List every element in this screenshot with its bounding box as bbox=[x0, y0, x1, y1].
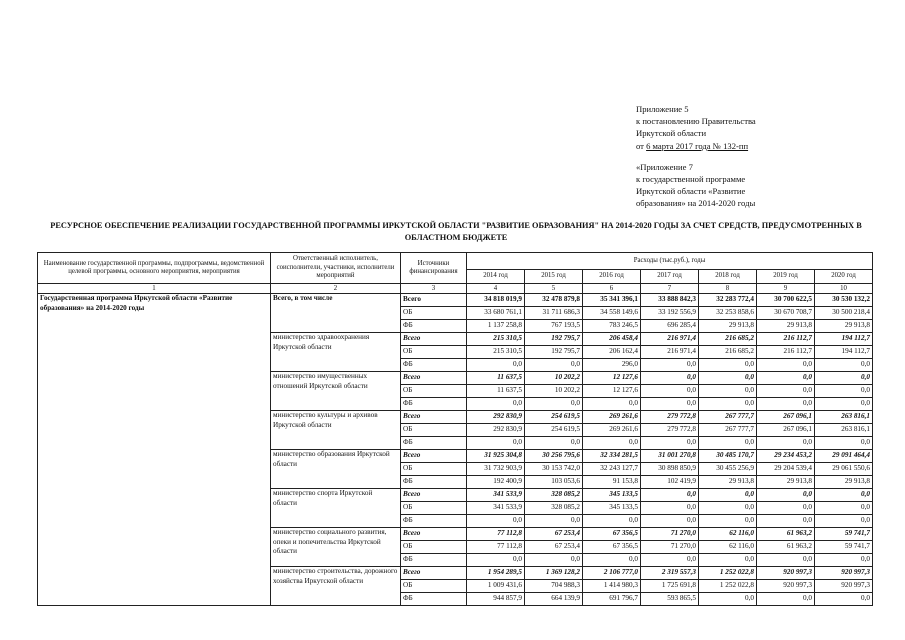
annex-line: к государственной программе bbox=[636, 174, 746, 185]
column-number: 1 bbox=[38, 284, 271, 294]
amount-cell: 0,0 bbox=[757, 398, 815, 411]
amount-cell: 0,0 bbox=[641, 489, 699, 502]
header-executor: Ответственный исполнитель, соисполнители, участники, исполнители мероприятий bbox=[271, 253, 401, 284]
amount-cell: 292 830,9 bbox=[467, 424, 525, 437]
annex-line: Приложение 5 bbox=[636, 104, 689, 114]
annex-block bbox=[636, 103, 756, 210]
amount-cell: 0,0 bbox=[699, 385, 757, 398]
funding-source-cell: ФБ bbox=[401, 359, 467, 372]
amount-cell: 263 816,1 bbox=[815, 411, 873, 424]
executor-cell: Всего, в том числе bbox=[271, 294, 401, 333]
header-year: 2017 год bbox=[641, 269, 699, 283]
amount-cell: 102 419,9 bbox=[641, 476, 699, 489]
amount-cell: 593 865,5 bbox=[641, 593, 699, 606]
funding-source-cell: ОБ bbox=[401, 346, 467, 359]
amount-cell: 0,0 bbox=[641, 554, 699, 567]
amount-cell: 267 096,1 bbox=[757, 411, 815, 424]
amount-cell: 215 310,5 bbox=[467, 333, 525, 346]
amount-cell: 328 085,2 bbox=[525, 502, 583, 515]
executor-cell: министерство спорта Иркутской области bbox=[271, 489, 401, 528]
amount-cell: 0,0 bbox=[757, 372, 815, 385]
amount-cell: 345 133,5 bbox=[583, 489, 641, 502]
amount-cell: 296,0 bbox=[583, 359, 641, 372]
header-program-name: Наименование государственной программы, подпрограммы, ведомственной целевой программы, основного мероприятия, мероприятия bbox=[38, 253, 271, 284]
amount-cell: 1 414 980,3 bbox=[583, 580, 641, 593]
amount-cell: 0,0 bbox=[525, 437, 583, 450]
header-year: 2019 год bbox=[757, 269, 815, 283]
amount-cell: 0,0 bbox=[757, 554, 815, 567]
funding-source-cell: ОБ bbox=[401, 385, 467, 398]
amount-cell: 0,0 bbox=[815, 554, 873, 567]
amount-cell: 29 913,8 bbox=[815, 320, 873, 333]
amount-cell: 31 711 686,3 bbox=[525, 307, 583, 320]
header-source: Источники финансирования bbox=[401, 253, 467, 284]
column-number-row bbox=[38, 284, 873, 294]
funding-source-cell: ФБ bbox=[401, 437, 467, 450]
amount-cell: 103 053,6 bbox=[525, 476, 583, 489]
amount-cell: 704 988,3 bbox=[525, 580, 583, 593]
amount-cell: 696 285,4 bbox=[641, 320, 699, 333]
annex-line: «Приложение 7 bbox=[636, 161, 693, 172]
funding-source-cell: Всего bbox=[401, 528, 467, 541]
amount-cell: 31 732 903,9 bbox=[467, 463, 525, 476]
column-number: 2 bbox=[271, 284, 401, 294]
amount-cell: 0,0 bbox=[641, 515, 699, 528]
amount-cell: 30 256 795,6 bbox=[525, 450, 583, 463]
amount-cell: 328 085,2 bbox=[525, 489, 583, 502]
amount-cell: 12 127,6 bbox=[583, 372, 641, 385]
executor-cell: министерство здравоохранения Иркутской области bbox=[271, 333, 401, 372]
amount-cell: 77 112,8 bbox=[467, 528, 525, 541]
amount-cell: 30 500 218,4 bbox=[815, 307, 873, 320]
header-expenses: Расходы (тыс.руб.), годы bbox=[467, 253, 873, 270]
amount-cell: 0,0 bbox=[583, 437, 641, 450]
amount-cell: 29 913,8 bbox=[699, 320, 757, 333]
amount-cell: 269 261,6 bbox=[583, 411, 641, 424]
amount-cell: 61 963,2 bbox=[757, 528, 815, 541]
amount-cell: 11 637,5 bbox=[467, 372, 525, 385]
amount-cell: 194 112,7 bbox=[815, 346, 873, 359]
amount-cell: 0,0 bbox=[641, 502, 699, 515]
amount-cell: 67 253,4 bbox=[525, 541, 583, 554]
amount-cell: 341 533,9 bbox=[467, 489, 525, 502]
table-row bbox=[38, 294, 873, 307]
annex-date-prefix: от bbox=[636, 140, 647, 151]
amount-cell: 192 400,9 bbox=[467, 476, 525, 489]
amount-cell: 0,0 bbox=[815, 372, 873, 385]
amount-cell: 1 954 289,5 bbox=[467, 567, 525, 580]
amount-cell: 0,0 bbox=[815, 385, 873, 398]
amount-cell: 0,0 bbox=[757, 593, 815, 606]
funding-source-cell: Всего bbox=[401, 567, 467, 580]
amount-cell: 33 680 761,1 bbox=[467, 307, 525, 320]
annex-line: образования» на 2014-2020 годы bbox=[636, 198, 756, 209]
amount-cell: 216 971,4 bbox=[641, 333, 699, 346]
executor-cell: министерство социального развития, опеки и попечительства Иркутской области bbox=[271, 528, 401, 567]
amount-cell: 0,0 bbox=[699, 593, 757, 606]
executor-cell: министерство культуры и архивов Иркутской области bbox=[271, 411, 401, 450]
amount-cell: 35 341 396,1 bbox=[583, 294, 641, 307]
amount-cell: 254 619,5 bbox=[525, 411, 583, 424]
amount-cell: 0,0 bbox=[815, 593, 873, 606]
annex-line bbox=[636, 140, 756, 152]
amount-cell: 920 997,3 bbox=[757, 580, 815, 593]
amount-cell: 0,0 bbox=[699, 359, 757, 372]
amount-cell: 267 777,7 bbox=[699, 424, 757, 437]
amount-cell: 0,0 bbox=[467, 515, 525, 528]
amount-cell: 1 137 258,8 bbox=[467, 320, 525, 333]
funding-source-cell: Всего bbox=[401, 333, 467, 346]
amount-cell: 0,0 bbox=[641, 437, 699, 450]
executor-cell: министерство образования Иркутской области bbox=[271, 450, 401, 489]
funding-source-cell: ОБ bbox=[401, 307, 467, 320]
amount-cell: 0,0 bbox=[583, 398, 641, 411]
amount-cell: 29 913,8 bbox=[757, 320, 815, 333]
executor-cell: министерство строительства, дорожного хозяйства Иркутской области bbox=[271, 567, 401, 606]
amount-cell: 0,0 bbox=[757, 489, 815, 502]
amount-cell: 0,0 bbox=[815, 437, 873, 450]
funding-source-cell: Всего bbox=[401, 489, 467, 502]
column-number: 10 bbox=[815, 284, 873, 294]
amount-cell: 31 001 270,8 bbox=[641, 450, 699, 463]
amount-cell: 59 741,7 bbox=[815, 528, 873, 541]
amount-cell: 30 700 622,5 bbox=[757, 294, 815, 307]
amount-cell: 29 234 453,2 bbox=[757, 450, 815, 463]
amount-cell: 62 116,0 bbox=[699, 541, 757, 554]
header-year: 2016 год bbox=[583, 269, 641, 283]
amount-cell: 0,0 bbox=[525, 359, 583, 372]
amount-cell: 67 356,5 bbox=[583, 528, 641, 541]
amount-cell: 0,0 bbox=[525, 398, 583, 411]
annex-line: Иркутской области «Развитие bbox=[636, 186, 746, 197]
amount-cell: 0,0 bbox=[757, 385, 815, 398]
amount-cell: 1 252 022,8 bbox=[699, 567, 757, 580]
amount-cell: 2 319 557,3 bbox=[641, 567, 699, 580]
amount-cell: 61 963,2 bbox=[757, 541, 815, 554]
amount-cell: 10 202,2 bbox=[525, 385, 583, 398]
amount-cell: 29 061 550,6 bbox=[815, 463, 873, 476]
amount-cell: 33 888 842,3 bbox=[641, 294, 699, 307]
amount-cell: 944 857,9 bbox=[467, 593, 525, 606]
funding-source-cell: Всего bbox=[401, 411, 467, 424]
amount-cell: 32 283 772,4 bbox=[699, 294, 757, 307]
amount-cell: 29 913,8 bbox=[815, 476, 873, 489]
amount-cell: 34 818 019,9 bbox=[467, 294, 525, 307]
amount-cell: 0,0 bbox=[467, 554, 525, 567]
funding-source-cell: ФБ bbox=[401, 398, 467, 411]
amount-cell: 267 096,1 bbox=[757, 424, 815, 437]
column-number: 5 bbox=[525, 284, 583, 294]
funding-source-cell: Всего bbox=[401, 372, 467, 385]
amount-cell: 1 369 128,2 bbox=[525, 567, 583, 580]
amount-cell: 29 913,8 bbox=[757, 476, 815, 489]
amount-cell: 0,0 bbox=[815, 359, 873, 372]
amount-cell: 2 106 777,0 bbox=[583, 567, 641, 580]
amount-cell: 10 202,2 bbox=[525, 372, 583, 385]
amount-cell: 0,0 bbox=[699, 398, 757, 411]
amount-cell: 0,0 bbox=[757, 359, 815, 372]
amount-cell: 0,0 bbox=[467, 359, 525, 372]
amount-cell: 30 153 742,0 bbox=[525, 463, 583, 476]
amount-cell: 691 796,7 bbox=[583, 593, 641, 606]
amount-cell: 0,0 bbox=[815, 398, 873, 411]
amount-cell: 29 204 539,4 bbox=[757, 463, 815, 476]
amount-cell: 32 478 879,8 bbox=[525, 294, 583, 307]
amount-cell: 0,0 bbox=[757, 437, 815, 450]
header-year: 2014 год bbox=[467, 269, 525, 283]
amount-cell: 67 356,5 bbox=[583, 541, 641, 554]
amount-cell: 59 741,7 bbox=[815, 541, 873, 554]
amount-cell: 32 253 858,6 bbox=[699, 307, 757, 320]
amount-cell: 33 192 556,9 bbox=[641, 307, 699, 320]
funding-source-cell: ОБ bbox=[401, 463, 467, 476]
amount-cell: 269 261,6 bbox=[583, 424, 641, 437]
amount-cell: 279 772,8 bbox=[641, 424, 699, 437]
column-number: 6 bbox=[583, 284, 641, 294]
header-year: 2018 год bbox=[699, 269, 757, 283]
amount-cell: 0,0 bbox=[699, 515, 757, 528]
amount-cell: 216 112,7 bbox=[757, 333, 815, 346]
amount-cell: 216 112,7 bbox=[757, 346, 815, 359]
executor-cell: министерство имущественных отношений Иркутской области bbox=[271, 372, 401, 411]
amount-cell: 0,0 bbox=[525, 515, 583, 528]
amount-cell: 0,0 bbox=[815, 502, 873, 515]
resource-table bbox=[37, 252, 873, 606]
amount-cell: 920 997,3 bbox=[815, 580, 873, 593]
funding-source-cell: ФБ bbox=[401, 320, 467, 333]
header-year: 2015 год bbox=[525, 269, 583, 283]
amount-cell: 263 816,1 bbox=[815, 424, 873, 437]
amount-cell: 12 127,6 bbox=[583, 385, 641, 398]
document-title: РЕСУРСНОЕ ОБЕСПЕЧЕНИЕ РЕАЛИЗАЦИИ ГОСУДАРСТВЕННОЙ ПРОГРАММЫ ИРКУТСКОЙ ОБЛАСТИ "РАЗВИТИЕ ОБРАЗОВАНИЯ" НА 2014-2020 ГОДЫ ЗА СЧЕТ СРЕДСТВ, ПРЕДУСМОТРЕННЫХ В ОБЛАСТНОМ БЮДЖЕТЕ bbox=[50, 221, 862, 242]
amount-cell: 67 253,4 bbox=[525, 528, 583, 541]
funding-source-cell: ФБ bbox=[401, 476, 467, 489]
amount-cell: 0,0 bbox=[699, 489, 757, 502]
funding-source-cell: ОБ bbox=[401, 580, 467, 593]
funding-source-cell: Всего bbox=[401, 450, 467, 463]
amount-cell: 0,0 bbox=[641, 398, 699, 411]
amount-cell: 0,0 bbox=[641, 385, 699, 398]
amount-cell: 0,0 bbox=[525, 554, 583, 567]
amount-cell: 206 162,4 bbox=[583, 346, 641, 359]
annex-date-number: 6 марта 2017 года № 132-пп bbox=[646, 140, 749, 151]
amount-cell: 0,0 bbox=[583, 515, 641, 528]
funding-source-cell: ФБ bbox=[401, 593, 467, 606]
amount-cell: 279 772,8 bbox=[641, 411, 699, 424]
amount-cell: 254 619,5 bbox=[525, 424, 583, 437]
amount-cell: 0,0 bbox=[699, 437, 757, 450]
amount-cell: 0,0 bbox=[699, 502, 757, 515]
amount-cell: 0,0 bbox=[757, 515, 815, 528]
amount-cell: 62 116,0 bbox=[699, 528, 757, 541]
amount-cell: 0,0 bbox=[467, 437, 525, 450]
amount-cell: 783 246,5 bbox=[583, 320, 641, 333]
amount-cell: 920 997,3 bbox=[757, 567, 815, 580]
amount-cell: 664 139,9 bbox=[525, 593, 583, 606]
table-body bbox=[38, 253, 873, 606]
amount-cell: 216 685,2 bbox=[699, 346, 757, 359]
amount-cell: 30 485 170,7 bbox=[699, 450, 757, 463]
funding-source-cell: ФБ bbox=[401, 515, 467, 528]
amount-cell: 767 193,5 bbox=[525, 320, 583, 333]
amount-cell: 0,0 bbox=[583, 554, 641, 567]
column-number: 7 bbox=[641, 284, 699, 294]
amount-cell: 29 913,8 bbox=[699, 476, 757, 489]
amount-cell: 0,0 bbox=[757, 502, 815, 515]
amount-cell: 206 458,4 bbox=[583, 333, 641, 346]
amount-cell: 341 533,9 bbox=[467, 502, 525, 515]
amount-cell: 32 243 127,7 bbox=[583, 463, 641, 476]
column-number: 4 bbox=[467, 284, 525, 294]
amount-cell: 1 725 691,8 bbox=[641, 580, 699, 593]
amount-cell: 920 997,3 bbox=[815, 567, 873, 580]
amount-cell: 30 530 132,2 bbox=[815, 294, 873, 307]
amount-cell: 1 009 431,6 bbox=[467, 580, 525, 593]
amount-cell: 0,0 bbox=[699, 554, 757, 567]
amount-cell: 292 830,9 bbox=[467, 411, 525, 424]
annex-line: Иркутской области bbox=[636, 128, 707, 139]
amount-cell: 11 637,5 bbox=[467, 385, 525, 398]
annex-line: к постановлению Правительства bbox=[636, 116, 756, 127]
amount-cell: 0,0 bbox=[641, 359, 699, 372]
amount-cell: 34 558 149,6 bbox=[583, 307, 641, 320]
amount-cell: 192 795,7 bbox=[525, 346, 583, 359]
amount-cell: 71 270,0 bbox=[641, 528, 699, 541]
amount-cell: 0,0 bbox=[467, 398, 525, 411]
amount-cell: 30 455 256,9 bbox=[699, 463, 757, 476]
table-header-row bbox=[38, 253, 873, 270]
amount-cell: 77 112,8 bbox=[467, 541, 525, 554]
column-number: 8 bbox=[699, 284, 757, 294]
column-number: 3 bbox=[401, 284, 467, 294]
amount-cell: 31 925 304,8 bbox=[467, 450, 525, 463]
amount-cell: 30 898 850,9 bbox=[641, 463, 699, 476]
amount-cell: 216 685,2 bbox=[699, 333, 757, 346]
amount-cell: 1 252 022,8 bbox=[699, 580, 757, 593]
amount-cell: 267 777,7 bbox=[699, 411, 757, 424]
amount-cell: 345 133,5 bbox=[583, 502, 641, 515]
funding-source-cell: Всего bbox=[401, 294, 467, 307]
amount-cell: 192 795,7 bbox=[525, 333, 583, 346]
amount-cell: 0,0 bbox=[815, 489, 873, 502]
amount-cell: 216 971,4 bbox=[641, 346, 699, 359]
funding-source-cell: ОБ bbox=[401, 424, 467, 437]
amount-cell: 30 670 708,7 bbox=[757, 307, 815, 320]
funding-source-cell: ФБ bbox=[401, 554, 467, 567]
amount-cell: 32 334 281,5 bbox=[583, 450, 641, 463]
amount-cell: 194 112,7 bbox=[815, 333, 873, 346]
funding-source-cell: ОБ bbox=[401, 502, 467, 515]
amount-cell: 0,0 bbox=[815, 515, 873, 528]
program-name-cell: Государственная программа Иркутской области «Развитие образования» на 2014-2020 годы bbox=[38, 294, 271, 606]
funding-source-cell: ОБ bbox=[401, 541, 467, 554]
amount-cell: 0,0 bbox=[699, 372, 757, 385]
amount-cell: 91 153,8 bbox=[583, 476, 641, 489]
amount-cell: 215 310,5 bbox=[467, 346, 525, 359]
amount-cell: 71 270,0 bbox=[641, 541, 699, 554]
column-number: 9 bbox=[757, 284, 815, 294]
amount-cell: 0,0 bbox=[641, 372, 699, 385]
header-year: 2020 год bbox=[815, 269, 873, 283]
amount-cell: 29 091 464,4 bbox=[815, 450, 873, 463]
